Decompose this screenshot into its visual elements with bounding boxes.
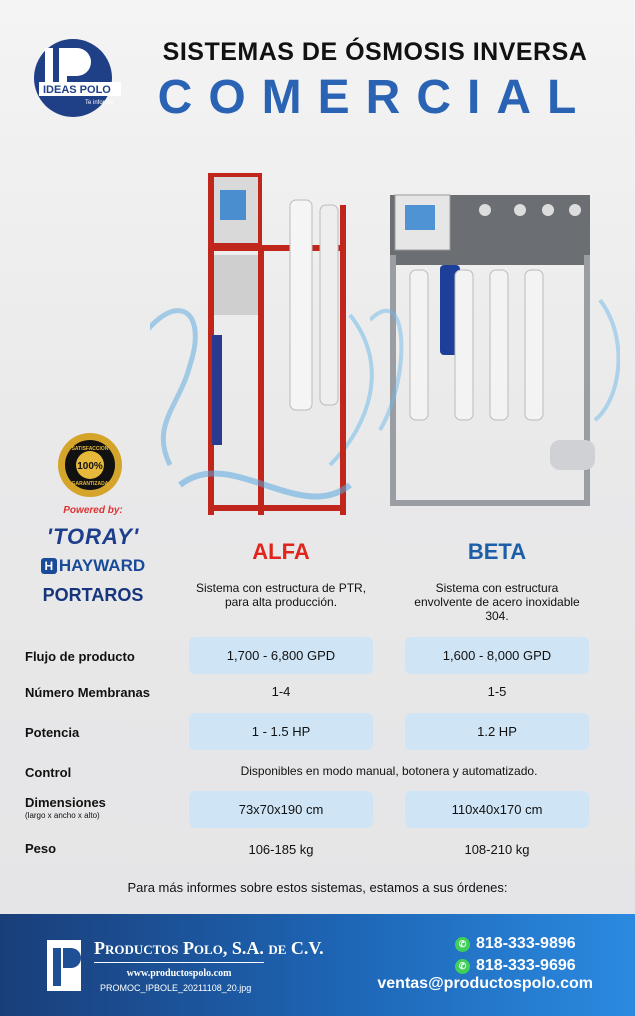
product-desc-alfa: Sistema con estructura de PTR, para alta producción. [195,581,367,609]
company-name: Productos Polo, S.A. de C.V. [94,938,324,958]
spec-flujo-beta: 1,600 - 8,000 GPD [405,637,589,674]
spec-sublabel-dimensiones: (largo x ancho x alto) [25,811,100,820]
contact-cta: Para más informes sobre estos sistemas, estamos a sus órdenes: [127,880,508,895]
spec-dimensiones-alfa: 73x70x190 cm [189,791,373,828]
svg-text:GARANTIZADA: GARANTIZADA [71,481,109,487]
productos-polo-logo [45,938,83,993]
product-desc-beta: Sistema con estructura envolvente de acero inoxidable 304. [414,581,580,623]
whatsapp-icon: ✆ [455,937,470,952]
brand-toray: 'TORAY' [46,524,140,549]
spec-label-peso: Peso [25,841,57,856]
powered-by-label: Powered by: [63,505,123,516]
title-line1: SISTEMAS DE ÓSMOSIS INVERSA [162,38,588,66]
spec-label-membranas: Número Membranas [25,685,150,700]
whatsapp-icon: ✆ [455,959,470,974]
promo-code: PROMOC_IPBOLE_20211108_20.jpg [100,983,252,993]
title-line2: COMERCIAL [157,71,593,124]
phone-1[interactable]: ✆ 818-333-9896 [455,935,576,953]
spec-membranas-beta: 1-5 [487,684,507,699]
spec-peso-beta: 108-210 kg [464,842,530,857]
hayward-icon: H [41,558,57,574]
spec-peso-alfa: 106-185 kg [248,842,314,857]
spec-label-control: Control [25,765,72,780]
alfa-product-image [150,165,380,545]
spec-potencia-beta: 1.2 HP [405,713,589,750]
logo-text: IDEAS POLO [43,84,111,96]
website-link[interactable]: www.productospolo.com [126,968,232,979]
spec-flujo-alfa: 1,700 - 6,800 GPD [189,637,373,674]
spec-potencia-alfa: 1 - 1.5 HP [189,713,373,750]
product-name-alfa: ALFA [252,539,310,564]
product-name-beta: BETA [467,539,527,564]
ideas-polo-logo [33,38,123,118]
brand-portaros: PORTAROS [42,585,144,605]
brand-hayward: H HAYWARD [28,556,158,576]
guarantee-badge-icon [55,430,125,500]
footer-divider [94,962,264,963]
phone-2[interactable]: ✆ 818-333-9696 [455,957,576,975]
beta-product-image [370,180,620,520]
spec-label-flujo: Flujo de producto [25,649,135,664]
spec-label-potencia: Potencia [25,725,80,740]
spec-control-value: Disponibles en modo manual, botonera y automatizado. [240,764,538,778]
spec-membranas-alfa: 1-4 [271,684,291,699]
spec-label-dimensiones: Dimensiones [25,795,106,810]
spec-dimensiones-beta: 110x40x170 cm [405,791,589,828]
svg-text:100%: 100% [77,461,103,472]
svg-text:Te informa: Te informa [85,100,114,106]
email-link[interactable]: ventas@productospolo.com [377,975,593,992]
svg-text:SATISFACCION: SATISFACCION [71,446,109,452]
